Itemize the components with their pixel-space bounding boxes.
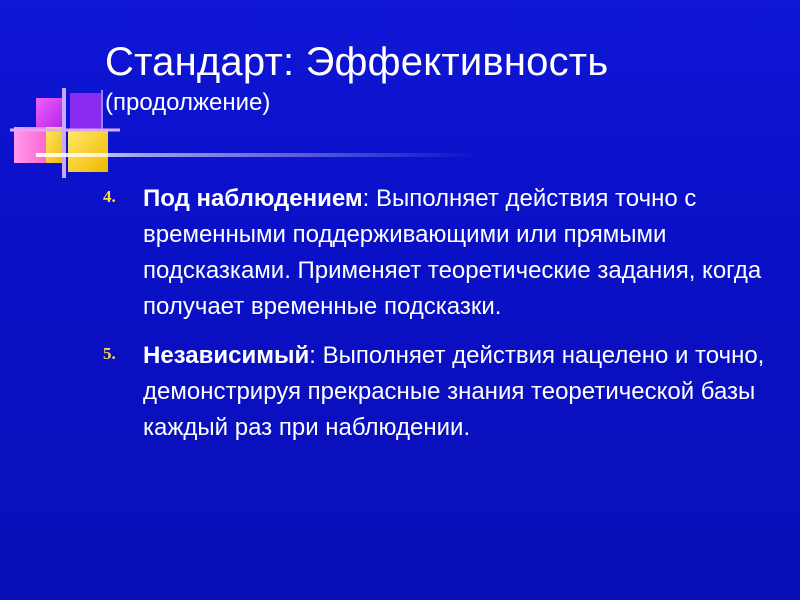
deco-yellow-square-right <box>68 130 108 172</box>
list-item <box>103 181 773 325</box>
title-underline <box>36 153 476 157</box>
list-number: 5. <box>103 344 116 363</box>
list-description: : Выполняет действия точно с временными поддерживающими или прямыми подсказками. Применяет теоретические задания, когда получает временные подсказки. <box>143 185 762 320</box>
list-text <box>143 338 773 446</box>
slide-title: Стандарт: Эффективность <box>105 40 609 84</box>
list-text <box>143 181 773 325</box>
deco-magenta-square <box>36 98 64 131</box>
title-block <box>105 38 785 118</box>
deco-yellow-square-left <box>46 127 64 163</box>
list-number: 4. <box>103 187 116 206</box>
list-term: Под наблюдением <box>143 185 363 212</box>
deco-purple-square <box>70 93 102 131</box>
list-term: Независимый <box>143 342 310 369</box>
deco-pink-square <box>14 127 50 163</box>
list-description: : Выполняет действия нацелено и точно, демонстрируя прекрасные знания теоретической базы каждый раз при наблюдении. <box>143 342 765 441</box>
numbered-list <box>103 181 773 459</box>
list-item <box>103 338 773 446</box>
slide-subtitle: (продолжение) <box>105 89 271 116</box>
